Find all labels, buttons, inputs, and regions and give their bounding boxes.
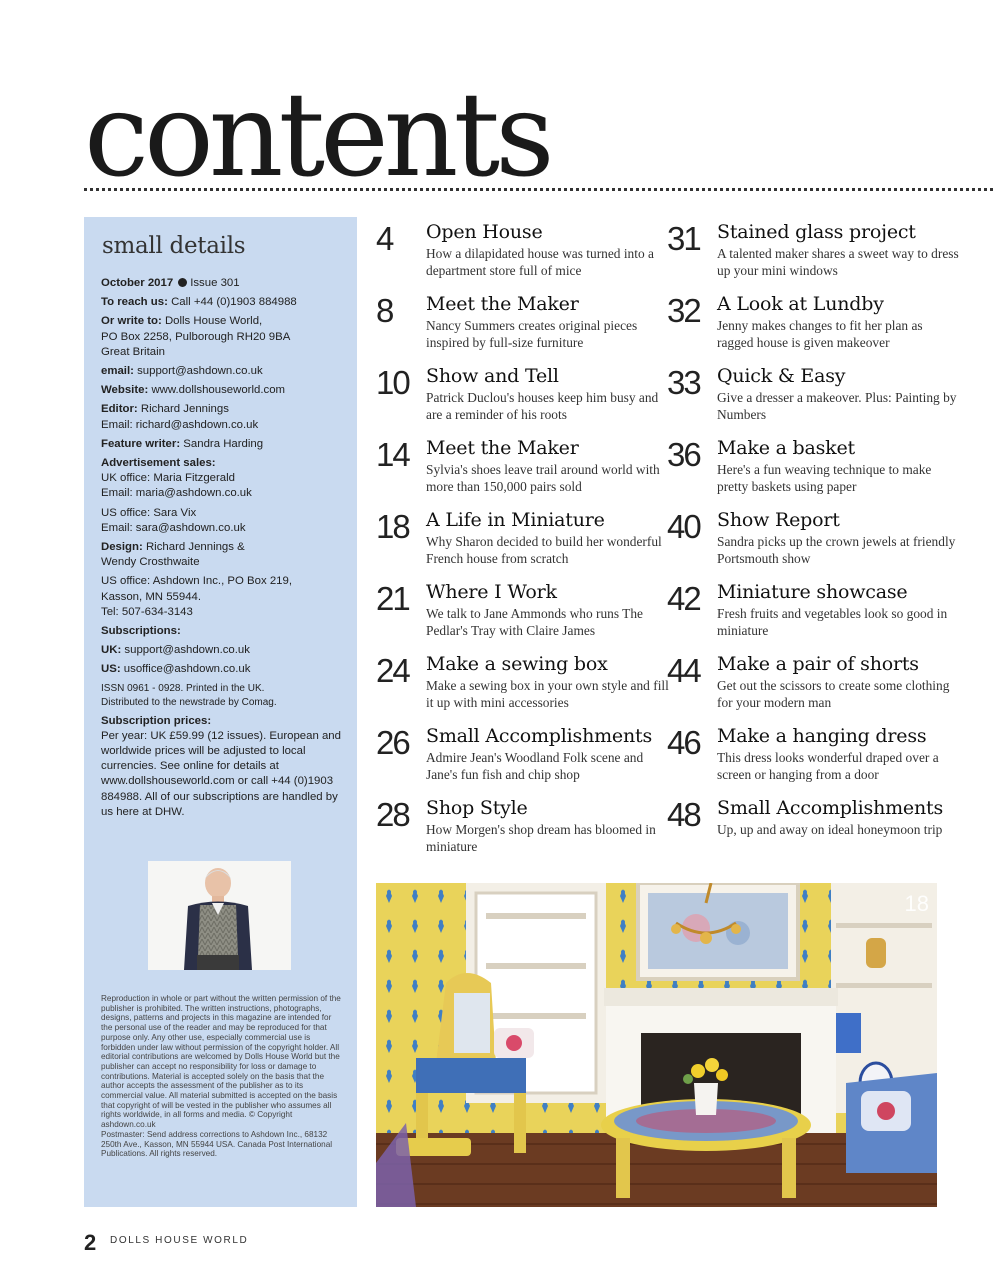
entry-description: Give a dresser a makeover. Plus: Painting by Numbers bbox=[717, 390, 957, 422]
contents-entry[interactable] bbox=[376, 364, 666, 428]
contents-entry[interactable] bbox=[376, 580, 666, 644]
photo-page-reference: 18 bbox=[904, 891, 929, 916]
entry-description: A talented maker shares a sweet way to dress up your mini windows bbox=[717, 246, 959, 278]
entry-title: A Life in Miniature bbox=[426, 509, 605, 531]
entry-title: Show and Tell bbox=[426, 365, 559, 387]
copyright-text: Reproduction in whole or part without the written permission of the publisher is prohibited. The written instructions, photographs, designs, patterns and projects in this magazine are intended for the personal use of the reader and may be reproduced for that purpose only. Any other use, especially commercial use is forbidden under law without permission of the copyright holder. All editorial contributions are welcomed by Dolls House World but the publisher can accept no responsibility for loss or damage to contributions. Material is accepted solely on the basis that the author accepts the assessment of the publisher as to its commercial value. All material submitted is accepted on the basis that copyright of will be vested in the publisher who assumes all rights worldwide, in all forms and media. © Copyright ashdown.co.uk bbox=[101, 994, 341, 1130]
entry-description: How Morgen's shop dream has bloomed in miniature bbox=[426, 822, 656, 854]
subs-us-label: US: bbox=[101, 663, 121, 676]
entry-description: This dress looks wonderful draped over a screen or hanging from a door bbox=[717, 750, 939, 782]
magazine-name: DOLLS HOUSE WORLD bbox=[110, 1235, 249, 1246]
page-number: 32 bbox=[667, 292, 700, 329]
us-address: Kasson, MN 55944. bbox=[101, 590, 202, 603]
entry-description: Fresh fruits and vegetables look so good in miniature bbox=[717, 606, 948, 638]
issn: ISSN 0961 - 0928. Printed in the UK. bbox=[101, 682, 265, 694]
entry-title: Small Accomplishments bbox=[426, 725, 652, 747]
legal-notice bbox=[101, 994, 341, 1159]
design-label: Design: bbox=[101, 541, 143, 554]
page-number: 26 bbox=[376, 724, 409, 761]
issue-date: October 2017 bbox=[101, 277, 174, 289]
contents-entry[interactable] bbox=[667, 220, 957, 284]
uk-email: Email: maria@ashdown.co.uk bbox=[101, 487, 252, 500]
uk-office: UK office: Maria Fitzgerald bbox=[101, 472, 235, 485]
contents-entry[interactable] bbox=[667, 724, 957, 788]
subs-label: Subscriptions: bbox=[101, 625, 181, 638]
small-details-panel bbox=[84, 217, 357, 1207]
design-value: Richard Jennings & bbox=[145, 541, 245, 554]
subs-uk-value: support@ashdown.co.uk bbox=[124, 644, 250, 657]
write-label: Or write to: bbox=[101, 315, 162, 328]
entry-title: Stained glass project bbox=[717, 221, 916, 243]
feature-label: Feature writer: bbox=[101, 437, 181, 450]
page-number: 4 bbox=[376, 220, 393, 257]
dollhouse-room-photo bbox=[376, 883, 937, 1207]
entry-title: Show Report bbox=[717, 509, 840, 531]
email-value: support@ashdown.co.uk bbox=[137, 365, 263, 378]
entry-description: How a dilapidated house was turned into a department store full of mice bbox=[426, 246, 654, 278]
page-title: contents bbox=[84, 68, 550, 203]
contents-entry[interactable] bbox=[667, 580, 957, 644]
subs-us-value: usoffice@ashdown.co.uk bbox=[123, 663, 251, 676]
masthead-info bbox=[101, 276, 349, 824]
sidebar-title: small details bbox=[102, 233, 246, 259]
write-line: Great Britain bbox=[101, 345, 165, 358]
prices-text: Per year: UK £59.99 (12 issues). European and worldwide prices will be adjusted to local currencies. See online for details at www.dollshouseworld.com or call +44 (0)1903 884988. All of our subscriptions are handled by us here at DHW. bbox=[101, 729, 341, 818]
entry-description: Patrick Duclou's houses keep him busy and are a reminder of his roots bbox=[426, 390, 659, 422]
reach-label: To reach us: bbox=[101, 296, 168, 309]
editor-email: Email: richard@ashdown.co.uk bbox=[101, 418, 259, 431]
page-number: 24 bbox=[376, 652, 409, 689]
page-number: 44 bbox=[667, 652, 700, 689]
entry-title: Make a basket bbox=[717, 437, 855, 459]
entry-title: Make a pair of shorts bbox=[717, 653, 919, 675]
entry-title: Quick & Easy bbox=[717, 365, 846, 387]
entry-title: A Look at Lundby bbox=[717, 293, 884, 315]
contents-entry[interactable] bbox=[376, 508, 666, 572]
page-number: 42 bbox=[667, 580, 700, 617]
contents-entry[interactable] bbox=[376, 436, 666, 500]
page-number: 21 bbox=[376, 580, 409, 617]
entry-description: Get out the scissors to create some clothing for your modern man bbox=[717, 678, 950, 710]
design-value: Wendy Crosthwaite bbox=[101, 556, 200, 569]
feature-value: Sandra Harding bbox=[183, 437, 264, 450]
elderly-doll-figure-image bbox=[148, 861, 291, 970]
page-number: 46 bbox=[667, 724, 700, 761]
editor-value: Richard Jennings bbox=[140, 403, 229, 416]
entry-description: Jenny makes changes to fit her plan as ragged house is given makeover bbox=[717, 318, 923, 350]
entry-title: Small Accomplishments bbox=[717, 797, 943, 819]
write-line: Dolls House World, bbox=[164, 315, 263, 328]
page-number: 8 bbox=[376, 292, 393, 329]
entry-title: Make a hanging dress bbox=[717, 725, 927, 747]
contents-entry[interactable] bbox=[376, 220, 666, 284]
email-label: email: bbox=[101, 365, 134, 378]
postmaster-text: Postmaster: Send address corrections to Ashdown Inc., 68132 250th Ave., Kasson, MN 55944 USA. Canada Post International Publications. All rights reserved. bbox=[101, 1129, 333, 1159]
contents-entry[interactable] bbox=[667, 652, 957, 716]
us-tel: Tel: 507-634-3143 bbox=[101, 605, 193, 618]
miniature-salon-image bbox=[376, 883, 937, 1207]
website-value: www.dollshouseworld.com bbox=[151, 384, 286, 397]
page-number: 18 bbox=[376, 508, 409, 545]
contents-entry[interactable] bbox=[667, 436, 957, 500]
page-number: 33 bbox=[667, 364, 700, 401]
contents-entry[interactable] bbox=[376, 724, 666, 788]
page-number: 14 bbox=[376, 436, 409, 473]
entry-title: Open House bbox=[426, 221, 543, 243]
prices-label: Subscription prices: bbox=[101, 714, 212, 727]
distribution: Distributed to the newstrade by Comag. bbox=[101, 696, 277, 708]
page-number: 36 bbox=[667, 436, 700, 473]
contents-entry[interactable] bbox=[667, 364, 957, 428]
reach-value: Call +44 (0)1903 884988 bbox=[171, 296, 297, 309]
entry-description: Up, up and away on ideal honeymoon trip bbox=[717, 822, 943, 837]
contents-entry[interactable] bbox=[376, 796, 666, 860]
entry-description: Admire Jean's Woodland Folk scene and Jane's fun fish and chip shop bbox=[426, 750, 644, 782]
page-number: 48 bbox=[667, 796, 700, 833]
entry-title: Miniature showcase bbox=[717, 581, 908, 603]
write-line: PO Box 2258, Pulborough RH20 9BA bbox=[101, 330, 291, 343]
entry-title: Shop Style bbox=[426, 797, 528, 819]
issue-number: Issue 301 bbox=[190, 277, 240, 289]
entry-description: Here's a fun weaving technique to make pretty baskets using paper bbox=[717, 462, 932, 494]
page-number: 40 bbox=[667, 508, 700, 545]
ads-label: Advertisement sales: bbox=[101, 457, 216, 470]
bullet-icon bbox=[178, 278, 187, 287]
entry-description: Sylvia's shoes leave trail around world with more than 150,000 pairs sold bbox=[426, 462, 660, 494]
entry-title: Meet the Maker bbox=[426, 293, 579, 315]
page-number: 28 bbox=[376, 796, 409, 833]
page-number: 31 bbox=[667, 220, 700, 257]
contents-entry[interactable] bbox=[667, 292, 957, 356]
editor-label: Editor: bbox=[101, 403, 138, 416]
entry-title: Make a sewing box bbox=[426, 653, 608, 675]
page-number: 10 bbox=[376, 364, 409, 401]
folio-number: 2 bbox=[84, 1230, 96, 1255]
contents-entry[interactable] bbox=[376, 652, 669, 716]
entry-description: Nancy Summers creates original pieces inspired by full-size furniture bbox=[426, 318, 638, 350]
us-office: US office: Sara Vix bbox=[101, 506, 197, 519]
contents-entry[interactable] bbox=[667, 796, 957, 860]
subs-uk-label: UK: bbox=[101, 644, 122, 657]
dotted-divider bbox=[84, 188, 993, 191]
entry-title: Meet the Maker bbox=[426, 437, 579, 459]
entry-title: Where I Work bbox=[426, 581, 557, 603]
doll-photo bbox=[148, 861, 291, 970]
entry-description: Why Sharon decided to build her wonderful French house from scratch bbox=[426, 534, 662, 566]
entry-description: Make a sewing box in your own style and fill it up with mini accessories bbox=[426, 678, 669, 710]
contents-entry[interactable] bbox=[667, 508, 957, 572]
contents-entry[interactable] bbox=[376, 292, 666, 356]
entry-description: We talk to Jane Ammonds who runs The Pedlar's Tray with Claire James bbox=[426, 606, 643, 638]
website-label: Website: bbox=[101, 384, 149, 397]
us-email: Email: sara@ashdown.co.uk bbox=[101, 521, 246, 534]
us-address: US office: Ashdown Inc., PO Box 219, bbox=[101, 575, 293, 588]
entry-description: Sandra picks up the crown jewels at friendly Portsmouth show bbox=[717, 534, 956, 566]
